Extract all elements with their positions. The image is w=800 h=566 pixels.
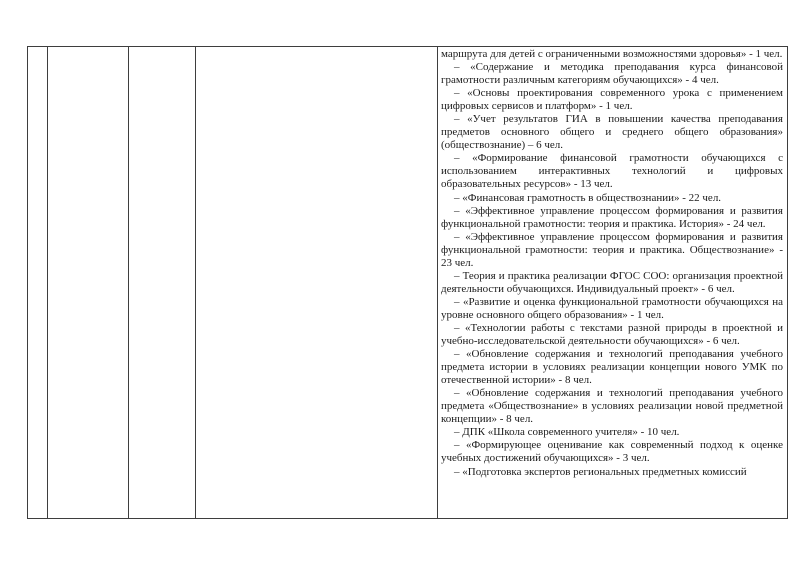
table-cell-empty-1 [28, 47, 48, 519]
course-item: – «Эффективное управление процессом формирования и развития функциональной грамотности: теория и практика. Обществознание» - 23 чел. [441, 230, 783, 269]
course-item: – «Эффективное управление процессом формирования и развития функциональной грамотности: теория и практика. История» - 24 чел. [441, 204, 783, 230]
course-item-continuation: маршрута для детей с ограниченными возможностями здоровья» - 1 чел. [441, 48, 783, 60]
table-cell-empty-3 [129, 47, 196, 519]
courses-text-block [438, 47, 787, 517]
course-item: – «Формирование финансовой грамотности обучающихся с использованием интерактивных технологий и цифровых образовательных ресурсов» - 13 чел. [441, 152, 783, 191]
table-cell-empty-4 [196, 47, 438, 519]
course-item: – «Формирующее оценивание как современный подход к оценке учебных достижений обучающихся» - 3 чел. [441, 439, 783, 465]
course-item: – «Обновление содержания и технологий преподавания учебного предмета «Обществознание» в условиях реализации новой предметной концепции» - 8 чел. [441, 387, 783, 426]
course-item: – «Технологии работы с текстами разной природы в проектной и учебно-исследовательской деятельности обучающихся» - 6 чел. [441, 321, 783, 348]
table-cell-courses [438, 47, 788, 519]
course-item: – «Содержание и методика преподавания курса финансовой грамотности различным категориям обучающихся» - 4 чел. [441, 61, 783, 87]
course-item: – Теория и практика реализации ФГОС СОО: организация проектной деятельности обучающихся. Индивидуальный проект» - 6 чел. [441, 269, 783, 295]
course-item-truncated: – «Подготовка экспертов региональных предметных комиссий [454, 465, 747, 478]
course-item: – «Учет результатов ГИА в повышении качества преподавания предметов основного общего и среднего общего образования» (обществознание) – 6 чел. [441, 113, 783, 152]
table-row [28, 47, 788, 519]
course-item: – «Основы проектирования современного урока с применением цифровых сервисов и платформ» - 1 чел. [441, 87, 783, 113]
course-item: – «Обновление содержания и технологий преподавания учебного предмета истории в условиях реализации концепции нового УМК по отечественной истории» - 8 чел. [441, 348, 783, 387]
course-item: – «Развитие и оценка функциональной грамотности обучающихся на уровне основного общего образования» - 1 чел. [441, 295, 783, 321]
course-item: – «Финансовая грамотность в обществознании» - 22 чел. [454, 191, 722, 204]
document-table [27, 46, 788, 519]
course-item: – ДПК «Школа современного учителя» - 10 чел. [454, 426, 680, 439]
table-cell-empty-2 [48, 47, 129, 519]
